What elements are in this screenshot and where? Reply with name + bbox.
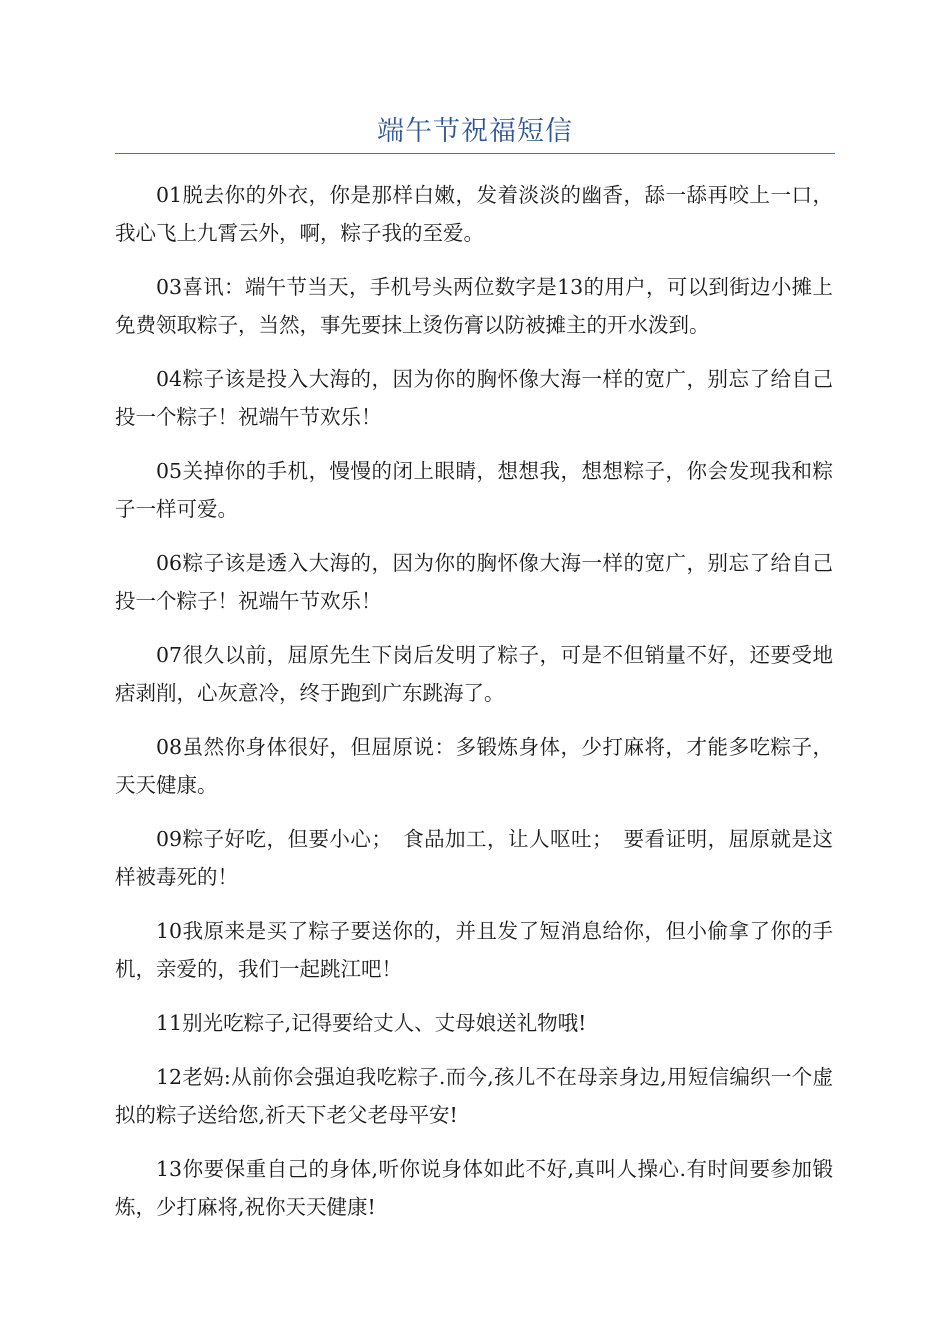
paragraph-06: 06粽子该是透入大海的，因为你的胸怀像大海一样的宽广，别忘了给自己投一个粽子！祝端午节欢乐！ <box>115 551 833 613</box>
paragraph-13: 13你要保重自己的身体,听你说身体如此不好,真叫人操心.有时间要参加锻炼，少打麻将,祝你天天健康! <box>115 1157 833 1219</box>
document-body <box>115 176 833 1242</box>
paragraph-08: 08虽然你身体很好，但屈原说：多锻炼身体，少打麻将，才能多吃粽子，天天健康。 <box>115 735 833 797</box>
title-underline <box>115 153 835 154</box>
paragraph-07: 07很久以前，屈原先生下岗后发明了粽子，可是不但销量不好，还要受地痞剥削，心灰意冷，终于跑到广东跳海了。 <box>115 643 833 705</box>
document-title: 端午节祝福短信 <box>377 116 573 147</box>
paragraph-01: 01脱去你的外衣，你是那样白嫩，发着淡淡的幽香，舔一舔再咬上一口，我心飞上九霄云外，啊，粽子我的至爱。 <box>115 183 833 245</box>
paragraph-10: 10我原来是买了粽子要送你的，并且发了短消息给你，但小偷拿了你的手机，亲爱的，我们一起跳江吧！ <box>115 919 833 981</box>
paragraph-11: 11别光吃粽子,记得要给丈人、丈母娘送礼物哦! <box>156 1011 587 1035</box>
paragraph-04: 04粽子该是投入大海的，因为你的胸怀像大海一样的宽广，别忘了给自己投一个粽子！祝端午节欢乐！ <box>115 367 833 429</box>
paragraph-12: 12老妈:从前你会强迫我吃粽子.而今,孩儿不在母亲身边,用短信编织一个虚拟的粽子送给您,祈天下老父老母平安! <box>115 1065 833 1127</box>
paragraph-09: 09粽子好吃，但要小心； 食品加工，让人呕吐； 要看证明，屈原就是这样被毒死的！ <box>115 827 833 889</box>
paragraph-03: 03喜讯：端午节当天，手机号头两位数字是13的用户，可以到街边小摊上免费领取粽子，当然，事先要抹上烫伤膏以防被摊主的开水泼到。 <box>115 275 833 337</box>
paragraph-05: 05关掉你的手机，慢慢的闭上眼睛，想想我，想想粽子，你会发现我和粽子一样可爱。 <box>115 459 833 521</box>
